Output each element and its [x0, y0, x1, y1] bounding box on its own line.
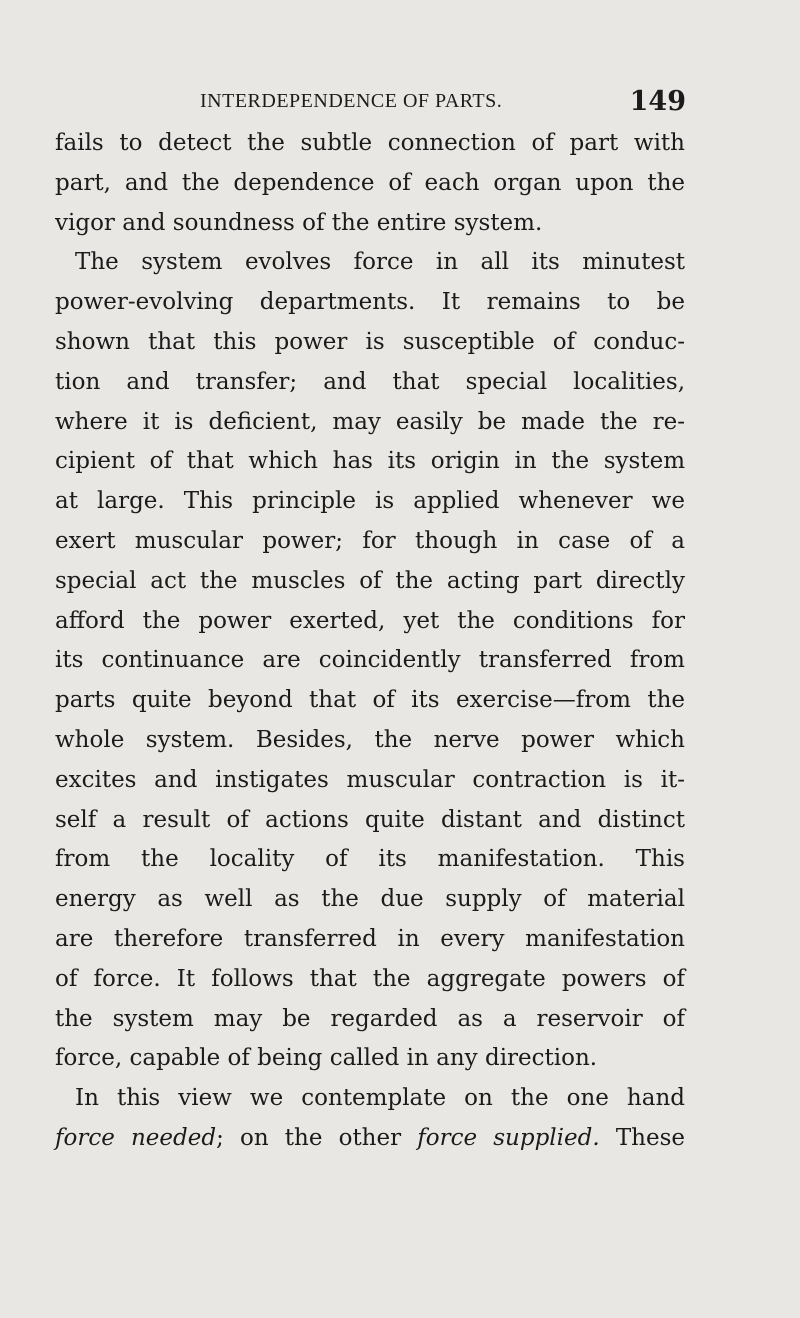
text-line: of force. It follows that the aggregate powers of	[55, 965, 685, 992]
text-line: The system evolves force in all its minutest	[75, 249, 685, 276]
text-line: tion and transfer; and that special localities,	[55, 368, 685, 395]
text-line: energy as well as the due supply of material	[55, 886, 685, 913]
text-line: force, capable of being called in any direction.	[55, 1045, 598, 1072]
text-line: cipient of that which has its origin in the system	[55, 448, 685, 475]
text-line: exert muscular power; for though in case of a	[55, 527, 685, 554]
text-line: where it is deficient, may easily be made the re-	[55, 408, 685, 435]
text-line: afford the power exerted, yet the conditions for	[55, 607, 685, 634]
text-line: at large. This principle is applied whenever we	[55, 488, 685, 515]
text-line: In this view we contemplate on the one hand	[75, 1085, 685, 1112]
text-line: from the locality of its manifestation. This	[55, 846, 685, 873]
running-head: INTERDEPENDENCE OF PARTS.	[200, 90, 503, 112]
italic-phrase: force supplied.	[417, 1124, 600, 1151]
text-line: excites and instigates muscular contraction is it-	[55, 766, 685, 793]
text-line: shown that this power is susceptible of conduc-	[55, 328, 685, 355]
text-line: special act the muscles of the acting part directly	[55, 567, 685, 594]
text-line: its continuance are coincidently transferred from	[55, 647, 685, 674]
text-line: part, and the dependence of each organ upon the	[55, 169, 685, 196]
text-line: are therefore transferred in every manifestation	[55, 925, 685, 952]
text-fragment: ; on the other	[216, 1124, 418, 1151]
text-line: power-evolving departments. It remains to be	[55, 289, 685, 316]
text-line: the system may be regarded as a reservoir of	[55, 1005, 685, 1032]
page-header	[200, 86, 686, 116]
text-line: whole system. Besides, the nerve power which	[55, 726, 685, 753]
text-line: fails to detect the subtle connection of part with	[55, 130, 685, 156]
text-line: self a result of actions quite distant and distinct	[55, 806, 685, 833]
italic-phrase: force needed	[55, 1124, 217, 1151]
text-line: parts quite beyond that of its exercise—from the	[55, 687, 685, 714]
text-line: vigor and soundness of the entire system.	[55, 209, 543, 236]
text-line-final	[55, 1119, 685, 1159]
text-fragment: These	[599, 1124, 685, 1151]
body-text	[55, 124, 685, 1159]
page-number: 149	[629, 86, 686, 117]
